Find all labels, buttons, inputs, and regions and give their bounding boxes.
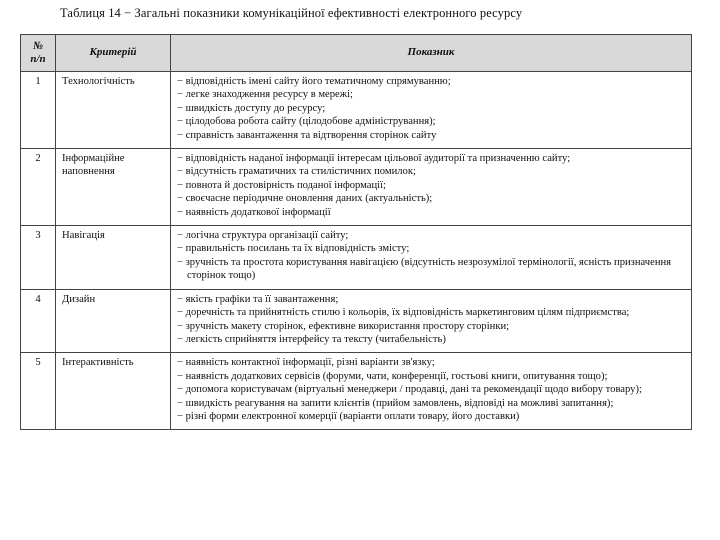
table-body bbox=[21, 72, 692, 430]
indicator-item: − зручність макету сторінок, ефективне використання простору сторінки; bbox=[177, 320, 510, 332]
indicator-item: − зручність та простота користування навігацією (відсутність незрозумілої термінології, ясність призначення сторінок тощо) bbox=[177, 256, 672, 282]
table-row bbox=[21, 226, 692, 290]
indicator-item: − доречність та прийнятність стилю і кольорів, їх відповідність маркетинговим цілям підприємства; bbox=[177, 307, 630, 319]
row-criterion: Технологічність bbox=[56, 72, 171, 149]
indicator-item: − швидкість реагування на запити клієнтів (прийом замовлень, відповіді на можливі запитання); bbox=[177, 397, 614, 409]
indicator-item: − відповідність імені сайту його тематичному спрямуванню; bbox=[177, 76, 451, 87]
indicator-item: − справність завантаження та відтворення сторінок сайту bbox=[177, 129, 437, 141]
indicators-table bbox=[20, 34, 692, 430]
table-row bbox=[21, 353, 692, 430]
indicator-item: − правильність посилань та їх відповідність змісту; bbox=[177, 243, 410, 255]
row-number: 4 bbox=[21, 289, 56, 353]
indicator-item: − відповідність наданої інформації інтересам цільової аудиторії та призначенню сайту; bbox=[177, 153, 571, 165]
indicator-item: − цілодобова робота сайту (цілодобове адміністрування); bbox=[177, 116, 436, 128]
table-row bbox=[21, 72, 692, 149]
table-row bbox=[21, 289, 692, 353]
indicator-item: − якість графіки та її завантаження; bbox=[177, 293, 339, 305]
indicator-item: − наявність контактної інформації, різні варіанти зв'язку; bbox=[177, 357, 435, 369]
row-criterion: Навігація bbox=[56, 226, 171, 290]
indicator-item: − наявність додаткових сервісів (форуми, чати, конференції, гостьові книги, опитування тощо); bbox=[177, 370, 608, 382]
indicator-item: − логічна структура організації сайту; bbox=[177, 230, 349, 242]
row-criterion: Дизайн bbox=[56, 289, 171, 353]
header-number bbox=[21, 35, 56, 72]
row-number: 3 bbox=[21, 226, 56, 290]
header-indicator: Показник bbox=[171, 35, 692, 72]
indicator-item: − повнота й достовірність поданої інформації; bbox=[177, 179, 387, 191]
row-indicators bbox=[171, 149, 692, 226]
row-indicators bbox=[171, 72, 692, 149]
table-row bbox=[21, 149, 692, 226]
indicator-item: − допомога користувачам (віртуальні менеджери / продавці, дані та рекомендації щодо вибору товару); bbox=[177, 384, 642, 396]
row-criterion: Інформаційне наповнення bbox=[56, 149, 171, 226]
indicator-item: − наявність додаткової інформації bbox=[177, 206, 331, 218]
row-number: 5 bbox=[21, 353, 56, 430]
row-indicators bbox=[171, 353, 692, 430]
row-number: 2 bbox=[21, 149, 56, 226]
header-number-abbr: п/п bbox=[30, 53, 46, 65]
table-header-row bbox=[21, 35, 692, 72]
indicator-item: − легкість сприйняття інтерфейсу та тексту (читабельність) bbox=[177, 333, 446, 345]
row-indicators bbox=[171, 226, 692, 290]
row-criterion: Інтерактивність bbox=[56, 353, 171, 430]
indicator-item: − різні форми електронної комерції (варіанти оплати товару, його доставки) bbox=[177, 410, 520, 422]
indicator-item: − швидкість доступу до ресурсу; bbox=[177, 102, 326, 114]
header-criterion: Критерій bbox=[56, 35, 171, 72]
indicator-item: − своєчасне періодичне оновлення даних (актуальність); bbox=[177, 193, 433, 205]
header-number-symbol: № bbox=[32, 40, 44, 52]
indicator-item: − легке знаходження ресурсу в мережі; bbox=[177, 89, 353, 101]
row-indicators bbox=[171, 289, 692, 353]
indicator-item: − відсутність граматичних та стилістичних помилок; bbox=[177, 166, 416, 178]
row-number: 1 bbox=[21, 72, 56, 149]
table-caption: Таблиця 14 − Загальні показники комунікаційної ефективності електронного ресурсу bbox=[60, 6, 523, 20]
